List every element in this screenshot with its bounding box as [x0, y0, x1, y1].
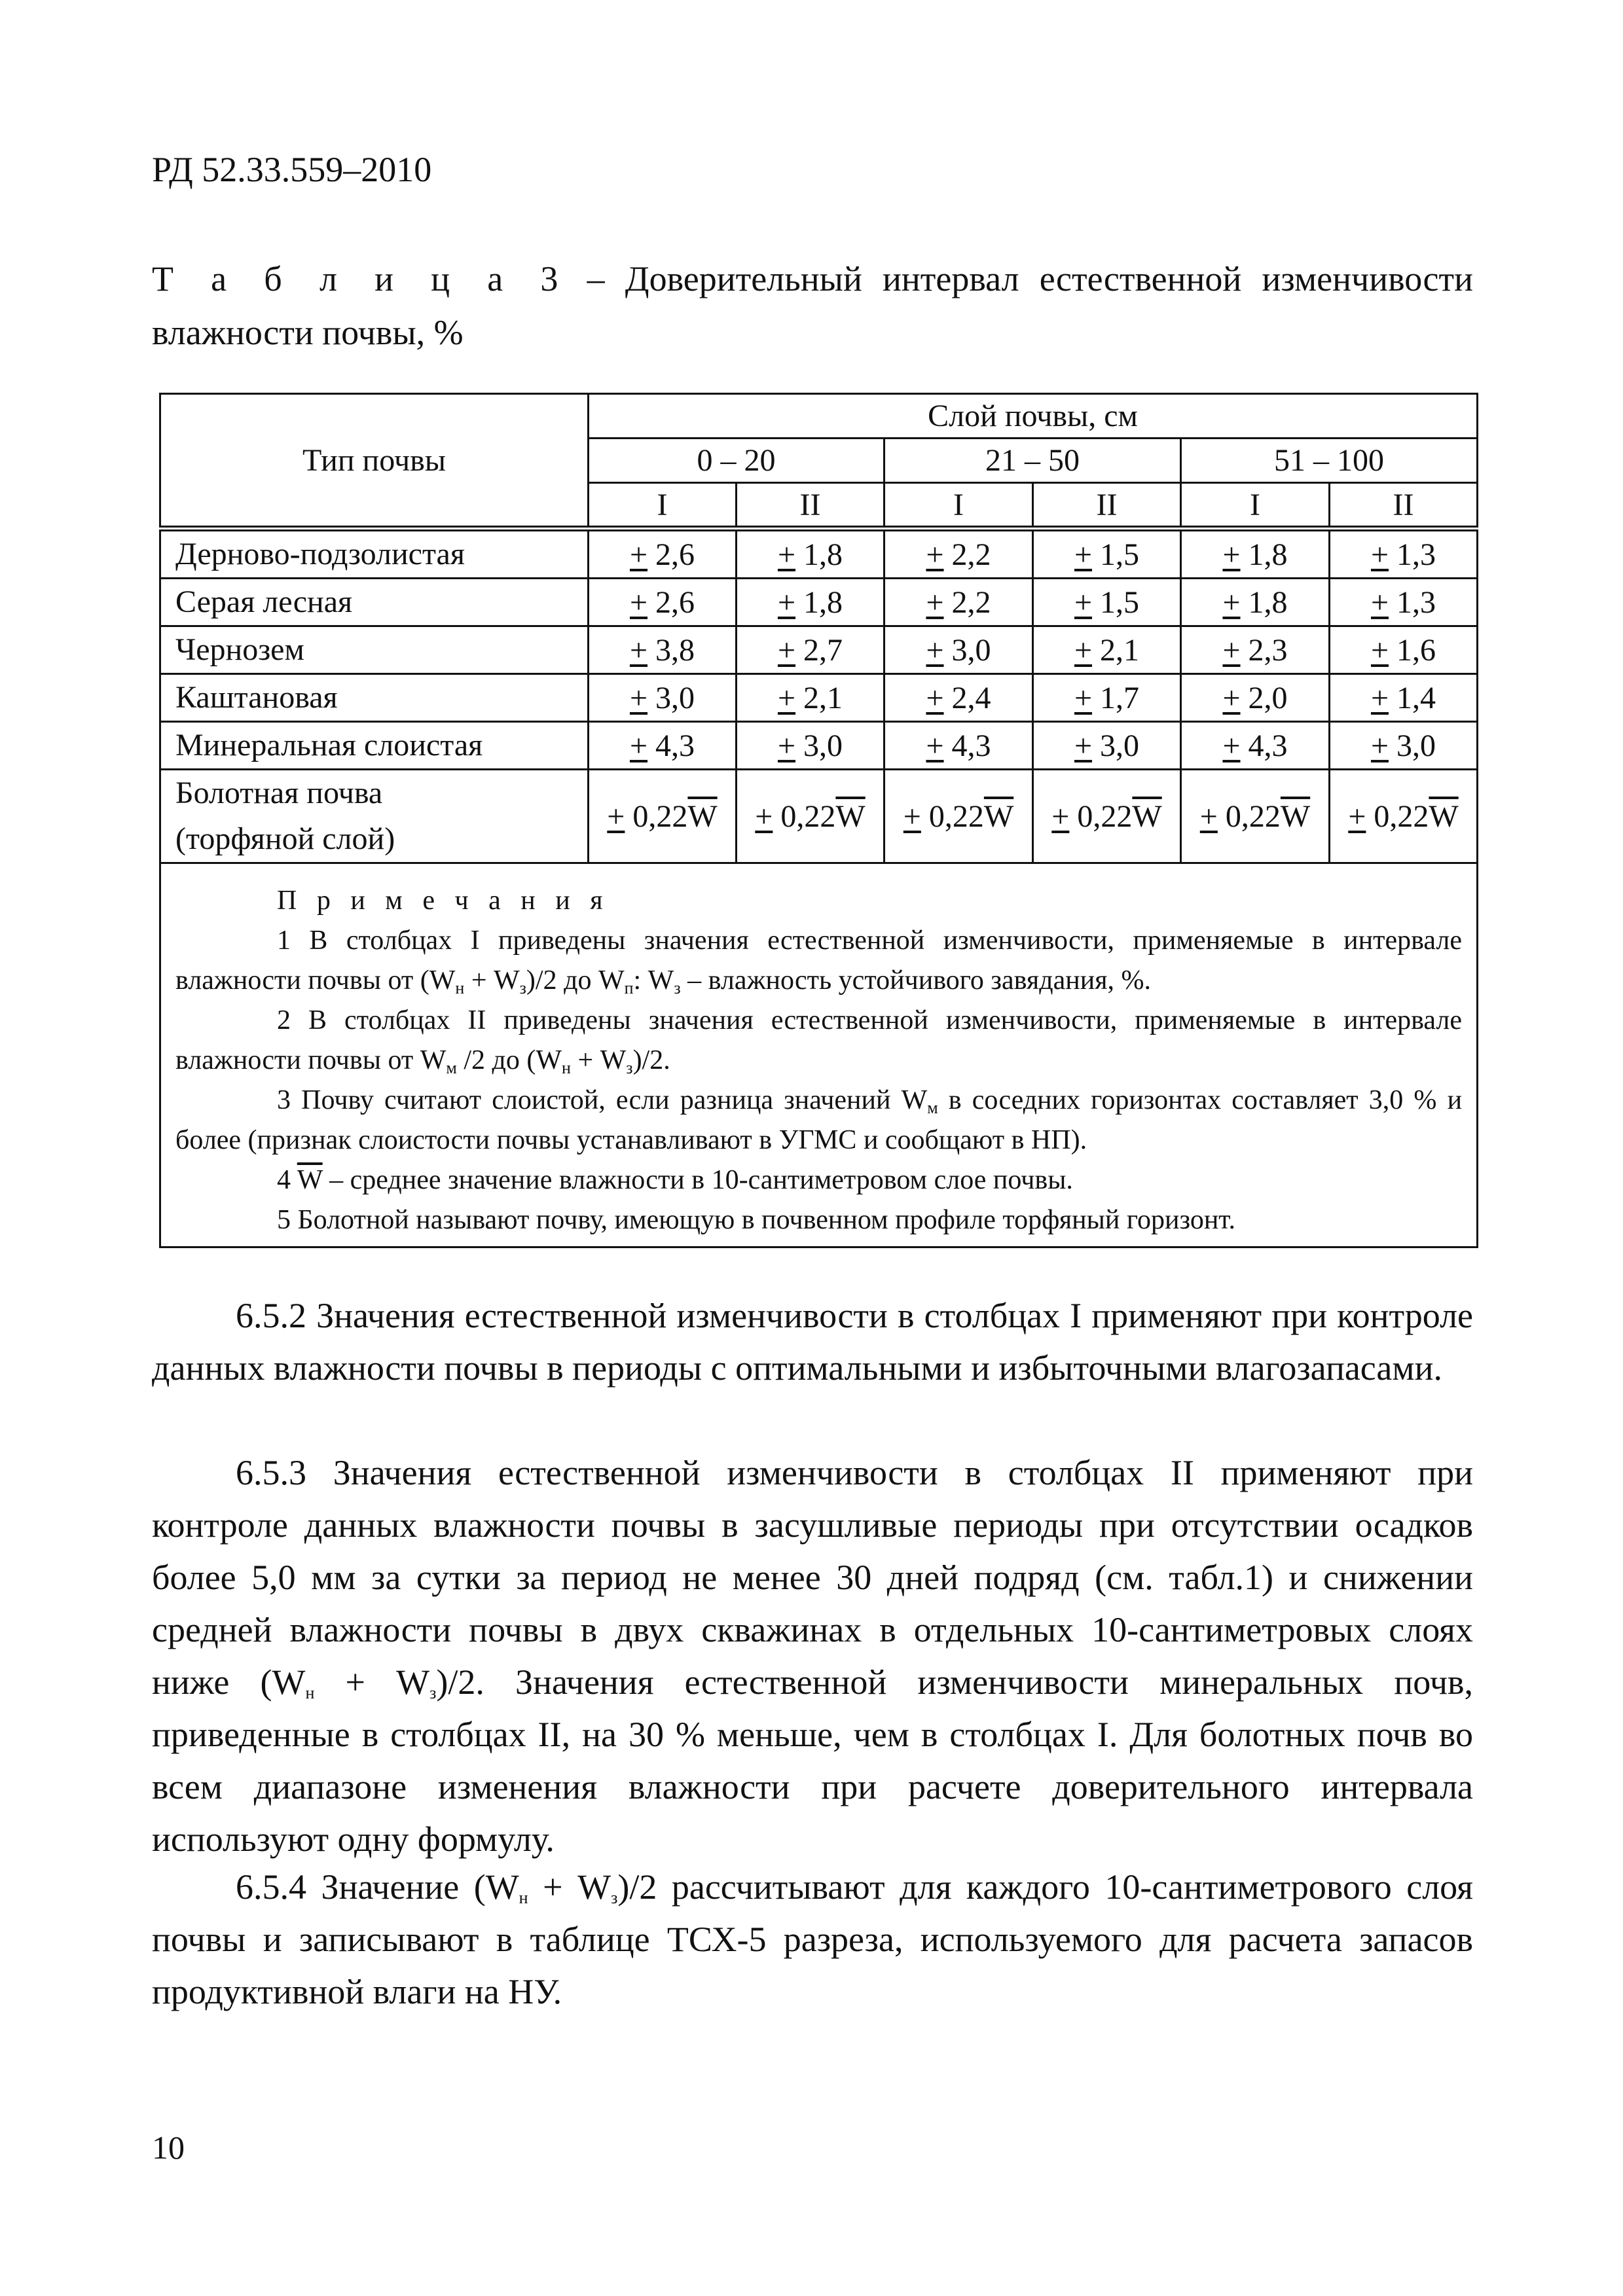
value-cell: [1033, 722, 1181, 770]
value-number: 2,1: [803, 680, 843, 715]
value-number: 1,3: [1396, 584, 1436, 620]
table-row: [160, 722, 1478, 770]
value-number: 2,3: [1248, 632, 1288, 668]
soil-type-cell: Дерново-подзолистая: [160, 529, 589, 579]
value-cell: [737, 722, 884, 770]
mean-moisture-symbol: $\overline{W}$: [1280, 798, 1311, 834]
value-number: 1,5: [1100, 584, 1140, 620]
plus-minus-sign: +: [926, 680, 944, 715]
value-number: 3,0: [1396, 728, 1436, 763]
value-cell: [737, 674, 884, 722]
value-number: 1,8: [803, 584, 843, 620]
value-cell: [884, 529, 1033, 579]
paragraph-6-5-3: 6.5.3 Значения естественной изменчивости в столбцах II применяют при контроле данных влажности почвы в засушливые периоды при отсутствии осадков более 5,0 мм за сутки за период не менее 30 дней подряд (см. табл.1) и снижении средней влажности почвы в двух скважинах в отдельных 10-сантиметровых слоях ниже $(W_н + W_з)/2$. Значения естественной изменчивости минеральных почв, приведенные в столбцах II, на 30 % меньше, чем в столбцах I. Для болотных почв во всем диапазоне изменения влажности при расчете доверительного интервала используют одну формулу.: [152, 1453, 1474, 1859]
plus-minus-sign: +: [777, 728, 796, 763]
value-cell: [1181, 674, 1330, 722]
value-cell: [589, 626, 737, 674]
mean-moisture-symbol: $\overline{W}$: [687, 798, 718, 834]
value-cell: [589, 674, 737, 722]
soil-type-cell: Каштановая: [160, 674, 589, 722]
table-row: [160, 674, 1478, 722]
page-number: 10: [152, 2129, 185, 2166]
value-number: 0,22: [1077, 798, 1133, 834]
header-depth-range: 51 – 100: [1181, 439, 1478, 483]
plus-minus-sign: +: [1222, 632, 1241, 668]
value-cell: [1033, 529, 1181, 579]
plus-minus-sign: +: [1051, 798, 1070, 834]
value-number: 4,3: [655, 728, 695, 763]
plus-minus-sign: +: [1074, 584, 1093, 620]
value-number: 3,0: [951, 632, 991, 668]
plus-minus-sign: +: [1074, 728, 1093, 763]
plus-minus-sign: +: [1370, 680, 1389, 715]
value-number: 3,0: [803, 728, 843, 763]
note-5: 5 Болотной называют почву, имеющую в почвенном профиле торфяный горизонт.: [277, 1205, 1235, 1235]
value-cell: [737, 579, 884, 626]
value-number: 0,22: [1225, 798, 1281, 834]
value-cell: [884, 674, 1033, 722]
table-row: [160, 770, 1478, 863]
value-number: 2,2: [951, 537, 991, 572]
plus-minus-sign: +: [1348, 798, 1366, 834]
value-number: 1,8: [803, 537, 843, 572]
table-row: [160, 626, 1478, 674]
value-cell: [1330, 722, 1478, 770]
value-number: 2,6: [655, 537, 695, 572]
value-number: 2,1: [1100, 632, 1140, 668]
value-cell: [1033, 770, 1181, 863]
value-cell: [884, 626, 1033, 674]
value-number: 1,6: [1396, 632, 1436, 668]
header-column-roman: II: [1330, 483, 1478, 529]
value-number: 2,2: [951, 584, 991, 620]
plus-minus-sign: +: [1222, 584, 1241, 620]
note-4: 4 $\overline{W}$ – среднее значение влажности в 10-сантиметровом слое почвы.: [277, 1165, 1073, 1195]
soil-type-cell: Серая лесная: [160, 579, 589, 626]
note-3: 3 Почву считают слоистой, если разница значений $W_м$ в соседних горизонтах составляет 3,0 % и более (признак слоистости почвы устанавливают в УГМС и сообщают в НП).: [175, 1085, 1463, 1155]
value-cell: [1181, 770, 1330, 863]
header-depth-range: 0 – 20: [589, 439, 884, 483]
table-caption-title: – Доверительный интервал естественной изменчивости влажности почвы, %: [152, 259, 1474, 352]
plus-minus-sign: +: [607, 798, 625, 834]
plus-minus-sign: +: [1074, 537, 1093, 572]
mean-moisture-symbol: $\overline{W}$: [835, 798, 866, 834]
value-cell: [589, 529, 737, 579]
table-row: [160, 579, 1478, 626]
plus-minus-sign: +: [1370, 537, 1389, 572]
table-notes-cell: [160, 863, 1478, 1247]
soil-type-line: (торфяной слой): [175, 821, 395, 856]
soil-type-cell: Чернозем: [160, 626, 589, 674]
plus-minus-sign: +: [629, 728, 648, 763]
plus-minus-sign: +: [903, 798, 921, 834]
notes-title: П р и м е ч а н и я: [277, 886, 610, 916]
value-number: 2,6: [655, 584, 695, 620]
header-column-roman: II: [737, 483, 884, 529]
table-notes: [161, 864, 1476, 1240]
value-number: 3,0: [655, 680, 695, 715]
value-cell: [1033, 674, 1181, 722]
value-number: 2,0: [1248, 680, 1288, 715]
plus-minus-sign: +: [1222, 537, 1241, 572]
plus-minus-sign: +: [777, 632, 796, 668]
value-cell: [1330, 529, 1478, 579]
plus-minus-sign: +: [1370, 632, 1389, 668]
plus-minus-sign: +: [1074, 680, 1093, 715]
value-number: 1,8: [1248, 584, 1288, 620]
value-number: 3,0: [1100, 728, 1140, 763]
value-cell: [884, 579, 1033, 626]
header-soil-layer: Слой почвы, см: [589, 394, 1478, 439]
soil-type-line: Болотная почва: [175, 776, 383, 810]
value-cell: [1181, 529, 1330, 579]
header-column-roman: I: [1181, 483, 1330, 529]
document-code: РД 52.33.559–2010: [152, 150, 432, 189]
plus-minus-sign: +: [1370, 728, 1389, 763]
mean-moisture-symbol: $\overline{W}$: [1132, 798, 1162, 834]
plus-minus-sign: +: [629, 537, 648, 572]
header-column-roman: I: [589, 483, 737, 529]
value-number: 0,22: [928, 798, 984, 834]
table-caption: [152, 252, 1473, 359]
mean-moisture-symbol: $\overline{W}$: [983, 798, 1014, 834]
value-cell: [884, 722, 1033, 770]
soil-moisture-table: [159, 393, 1478, 1248]
plus-minus-sign: +: [629, 584, 648, 620]
table-caption-label: Т а б л и ц а 3: [152, 259, 567, 298]
table-notes-row: [160, 863, 1478, 1247]
header-column-roman: I: [884, 483, 1033, 529]
header-column-roman: II: [1033, 483, 1181, 529]
mean-moisture-symbol: $\overline{W}$: [297, 1165, 323, 1195]
note-1: 1 В столбцах I приведены значения естественной изменчивости, применяемые в интервале влажности почвы от $(W_н + W_з)/2$ до $W_п$: $W_з$ – влажность устойчивого завядания, %.: [175, 925, 1463, 997]
value-number: 1,5: [1100, 537, 1140, 572]
value-cell: [589, 579, 737, 626]
plus-minus-sign: +: [926, 584, 944, 620]
header-depth-range: 21 – 50: [884, 439, 1181, 483]
value-number: 0,22: [1374, 798, 1429, 834]
value-cell: [1330, 579, 1478, 626]
paragraph-6-5-4: 6.5.4 Значение $(W_н + W_з)/2$ рассчитывают для каждого 10-сантиметрового слоя почвы и записывают в таблице ТСХ-5 разреза, используемого для расчета запасов продуктивной влаги на НУ.: [152, 1867, 1473, 2011]
value-cell: [1330, 674, 1478, 722]
value-number: 1,7: [1100, 680, 1140, 715]
plus-minus-sign: +: [926, 632, 944, 668]
plus-minus-sign: +: [926, 537, 944, 572]
plus-minus-sign: +: [777, 584, 796, 620]
plus-minus-sign: +: [629, 680, 648, 715]
note-2: 2 В столбцах II приведены значения естественной изменчивости, применяемые в интервале влажности почвы от $W_м$ /2 до $(W_н + W_з)/2$.: [175, 1005, 1463, 1077]
soil-type-cell: [160, 770, 589, 863]
value-cell: [737, 529, 884, 579]
table-row: [160, 529, 1478, 579]
plus-minus-sign: +: [755, 798, 773, 834]
header-soil-type: Тип почвы: [160, 394, 589, 529]
paragraph-6-5-2: 6.5.2 Значения естественной изменчивости в столбцах I применяют при контроле данных влажности почвы в периоды с оптимальными и избыточными влагозапасами.: [152, 1296, 1473, 1388]
plus-minus-sign: +: [629, 632, 648, 668]
plus-minus-sign: +: [1074, 632, 1093, 668]
value-number: 2,7: [803, 632, 843, 668]
mean-moisture-symbol: $\overline{W}$: [1429, 798, 1459, 834]
value-cell: [1181, 579, 1330, 626]
value-number: 2,4: [951, 680, 991, 715]
soil-type-cell: Минеральная слоистая: [160, 722, 589, 770]
plus-minus-sign: +: [777, 537, 796, 572]
value-cell: [589, 722, 737, 770]
plus-minus-sign: +: [1222, 680, 1241, 715]
value-number: 1,4: [1396, 680, 1436, 715]
plus-minus-sign: +: [1222, 728, 1241, 763]
plus-minus-sign: +: [777, 680, 796, 715]
value-cell: [589, 770, 737, 863]
value-number: 1,8: [1248, 537, 1288, 572]
value-number: 0,22: [780, 798, 836, 834]
value-cell: [737, 770, 884, 863]
value-cell: [1033, 626, 1181, 674]
value-number: 4,3: [1248, 728, 1288, 763]
value-cell: [737, 626, 884, 674]
value-cell: [1033, 579, 1181, 626]
value-number: 4,3: [951, 728, 991, 763]
plus-minus-sign: +: [1199, 798, 1218, 834]
value-cell: [1330, 770, 1478, 863]
plus-minus-sign: +: [1370, 584, 1389, 620]
value-cell: [1181, 626, 1330, 674]
value-number: 1,3: [1396, 537, 1436, 572]
value-number: 0,22: [632, 798, 688, 834]
value-cell: [1181, 722, 1330, 770]
value-number: 3,8: [655, 632, 695, 668]
plus-minus-sign: +: [926, 728, 944, 763]
value-cell: [1330, 626, 1478, 674]
value-cell: [884, 770, 1033, 863]
